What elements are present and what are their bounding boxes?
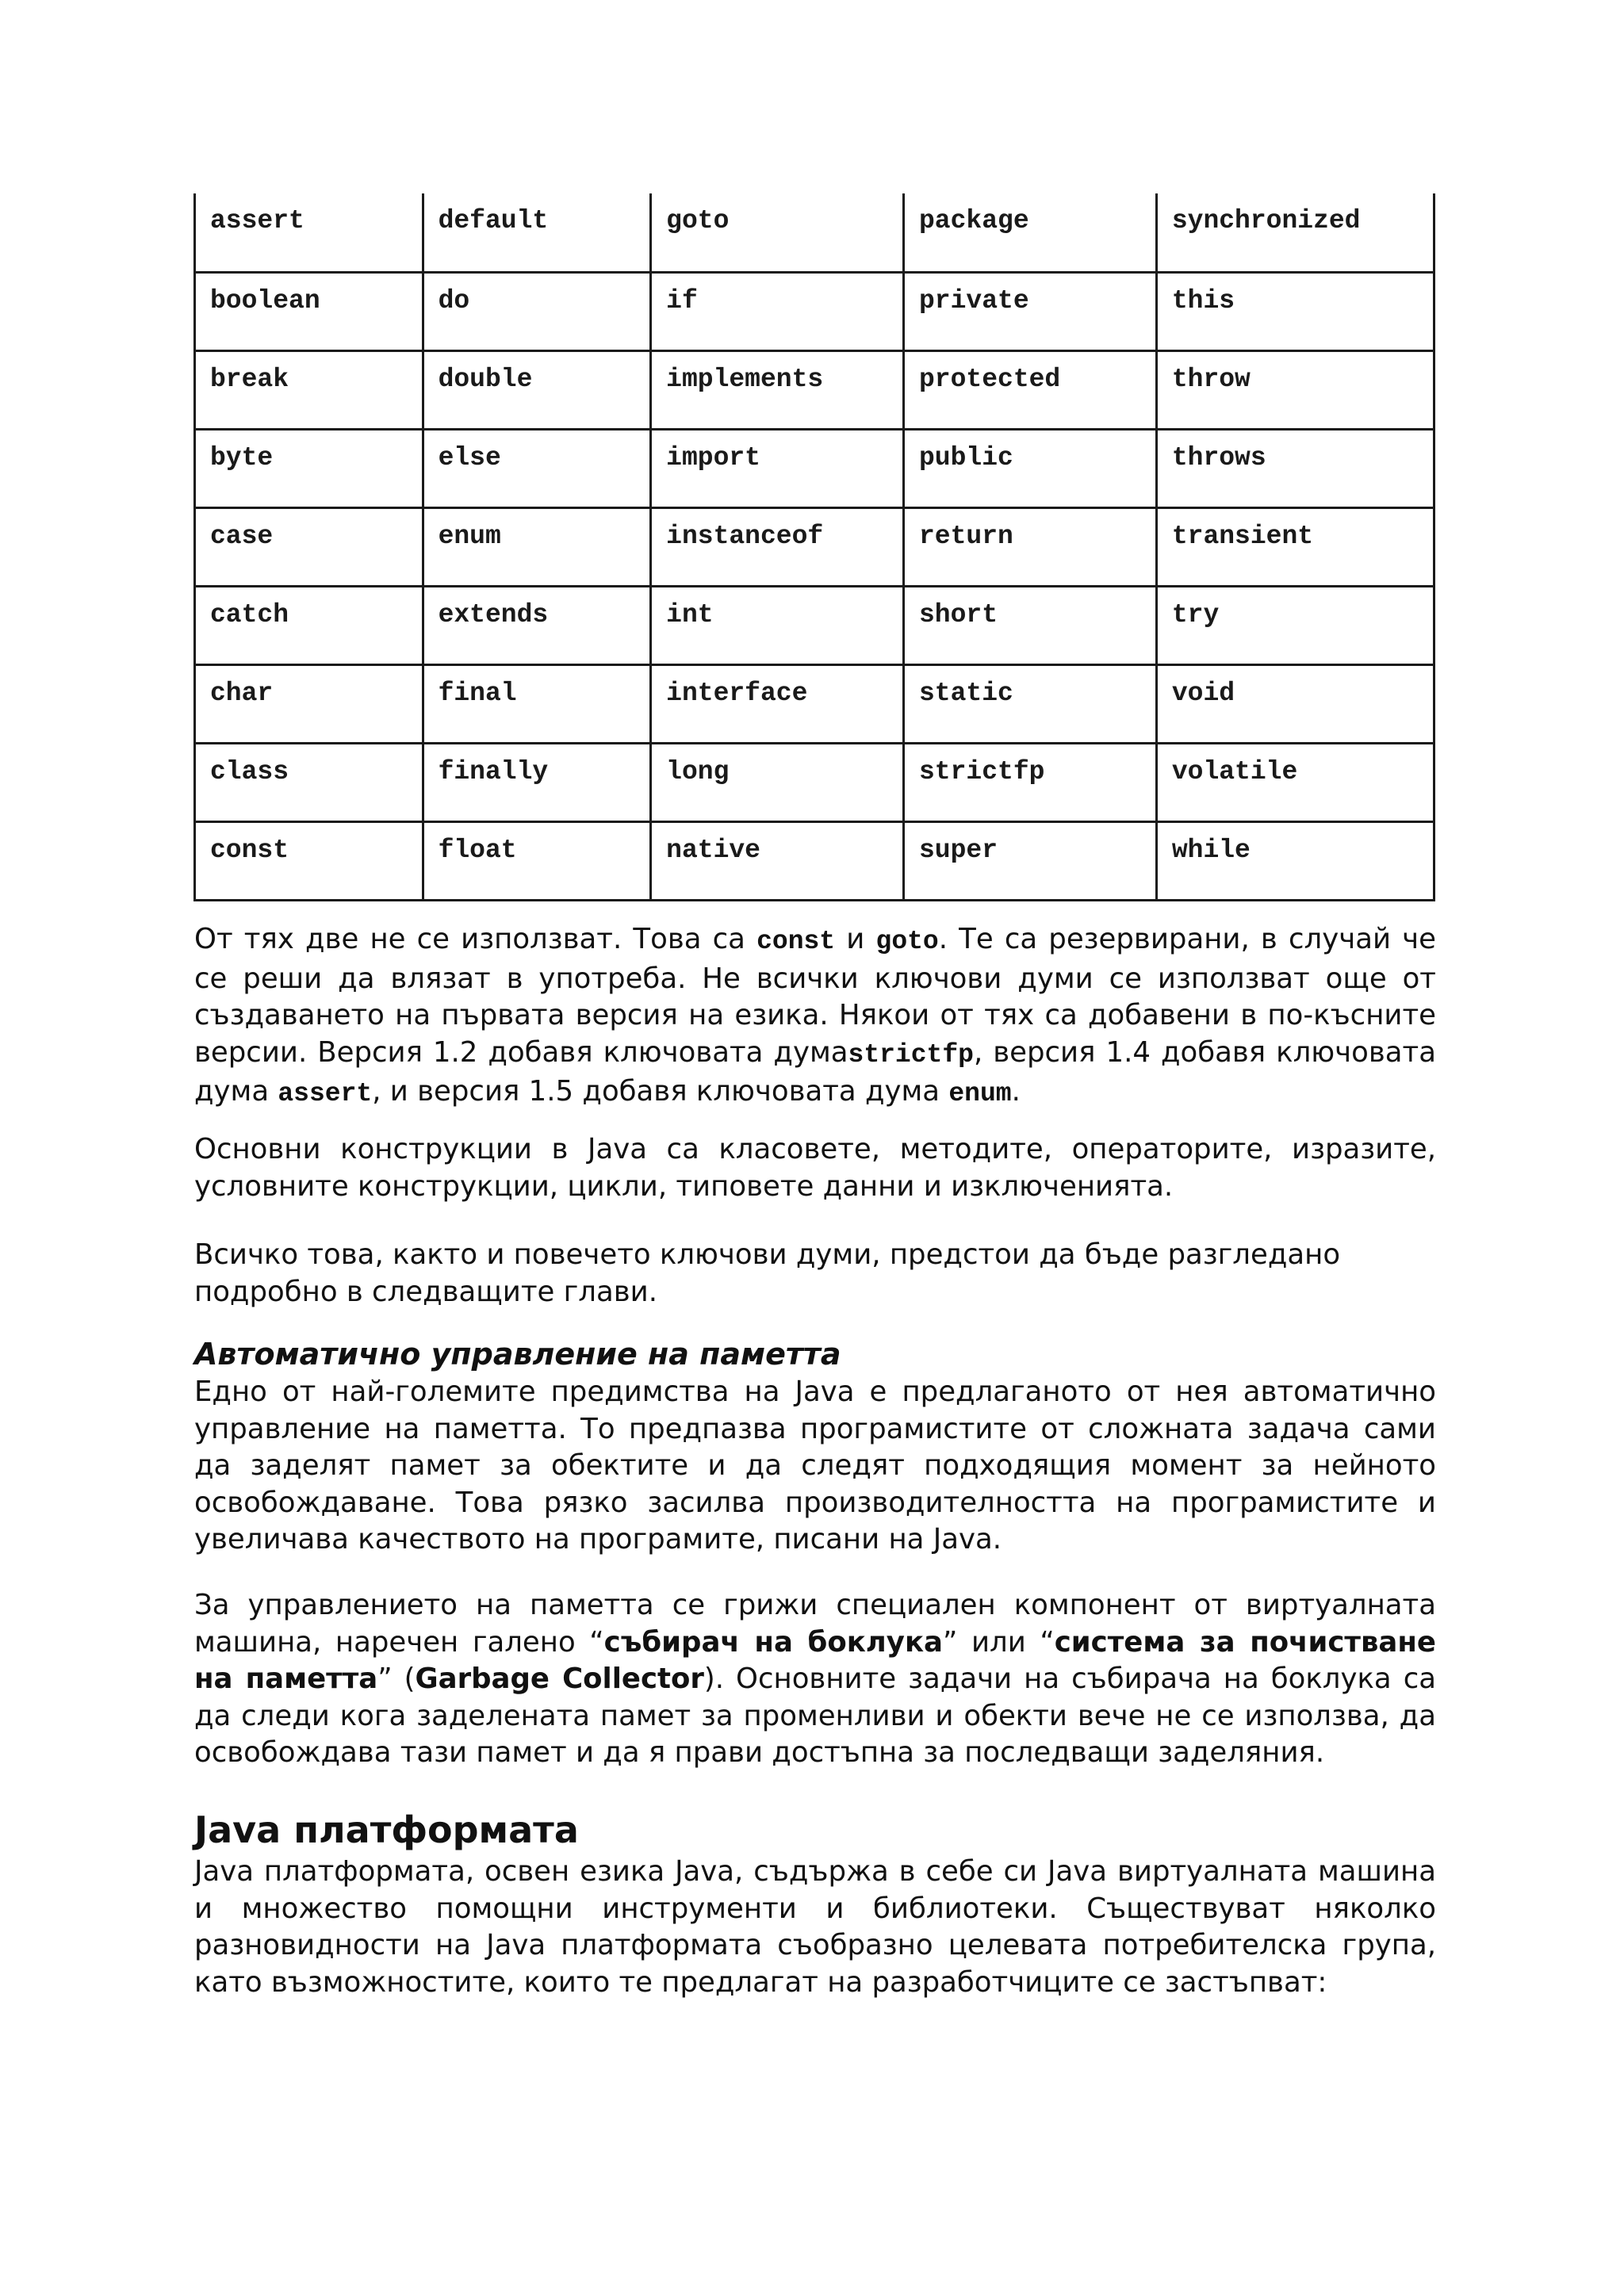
keyword-goto: goto xyxy=(875,927,939,956)
text-block-3 xyxy=(194,1237,1436,1311)
keyword-strictfp: strictfp xyxy=(848,1039,974,1070)
keyword-cell: throw xyxy=(1156,350,1434,429)
keyword-cell: int xyxy=(651,586,904,664)
table-row xyxy=(195,821,1434,900)
keyword-cell: byte xyxy=(195,429,423,507)
keyword-cell: while xyxy=(1156,821,1434,900)
keyword-cell: volatile xyxy=(1156,743,1434,821)
keyword-enum: enum xyxy=(948,1079,1012,1108)
keyword-cell: break xyxy=(195,350,423,429)
keyword-cell: enum xyxy=(423,507,651,586)
text-block-1 xyxy=(194,921,1436,1113)
table-row xyxy=(195,743,1434,821)
keyword-cell: default xyxy=(423,193,651,272)
term-garbage-collector-bg: събирач на боклука xyxy=(603,1625,943,1659)
keywords-note-paragraph: От тях две не се използват. Това са const и goto. Те са резервирани, в случай че се реши да влязат в употреба. Не всички ключови думи се използват още от създаването на първата версия на езика. Някои от тях са добавени в по-късните версии. Версия 1.2 добавя ключовата думаstrictfp, версия 1.4 добавя ключовата дума assert, и версия 1.5 добавя ключовата дума enum. xyxy=(194,923,1436,1108)
keyword-cell: final xyxy=(423,664,651,743)
keyword-cell: case xyxy=(195,507,423,586)
keywords-table xyxy=(193,193,1435,901)
keyword-cell: interface xyxy=(651,664,904,743)
keyword-cell: return xyxy=(904,507,1157,586)
keyword-cell: this xyxy=(1156,272,1434,350)
keyword-cell: transient xyxy=(1156,507,1434,586)
platform-paragraph: Java платформата, освен езика Java, съдържа в себе си Java виртуалната машина и множество помощни инструменти и библиотеки. Съществуват няколко разновидности на Java платформата съобразно целевата потребителска група, като възможностите, които те предлагат на разработчиците се застъпват: xyxy=(194,1855,1436,1999)
keyword-cell: private xyxy=(904,272,1157,350)
keyword-cell: boolean xyxy=(195,272,423,350)
keyword-cell: if xyxy=(651,272,904,350)
keyword-cell: throws xyxy=(1156,429,1434,507)
keyword-cell: class xyxy=(195,743,423,821)
keyword-cell: do xyxy=(423,272,651,350)
platform-heading: Java платформата xyxy=(194,1808,579,1851)
memory-paragraph-2: За управлението на паметта се грижи специален компонент от виртуалната машина, наречен галено “събирач на боклука” или “система за почистване на паметта” (Garbage Collector). Основните задачи на събирача на боклука са да следи кога заделената памет за променливи и обекти вече не се използва, да освобождава тази памет и да я прави достъпна за последващи заделяния. xyxy=(194,1589,1436,1769)
memory-heading: Автоматично управление на паметта xyxy=(194,1337,841,1372)
keyword-cell: super xyxy=(904,821,1157,900)
keyword-cell: double xyxy=(423,350,651,429)
keyword-cell: extends xyxy=(423,586,651,664)
table-row xyxy=(195,586,1434,664)
keyword-cell: short xyxy=(904,586,1157,664)
keyword-cell: package xyxy=(904,193,1157,272)
text-block-2 xyxy=(194,1131,1436,1205)
table-row xyxy=(195,664,1434,743)
upcoming-paragraph: Всичко това, както и повечето ключови думи, предстои да бъде разгледано подробно в следващите глави. xyxy=(194,1238,1341,1308)
keyword-cell: goto xyxy=(651,193,904,272)
keyword-cell: void xyxy=(1156,664,1434,743)
term-memory-cleanup: система за почистване на паметта xyxy=(194,1625,1436,1695)
platform-section xyxy=(194,1806,1436,2001)
keyword-cell: finally xyxy=(423,743,651,821)
keyword-cell: strictfp xyxy=(904,743,1157,821)
table-row xyxy=(195,429,1434,507)
keyword-cell: instanceof xyxy=(651,507,904,586)
keyword-cell: static xyxy=(904,664,1157,743)
gc-section xyxy=(194,1587,1436,1772)
keyword-assert: assert xyxy=(278,1079,373,1108)
memory-section xyxy=(194,1334,1436,1559)
keyword-cell: synchronized xyxy=(1156,193,1434,272)
table-row xyxy=(195,193,1434,272)
keyword-cell: else xyxy=(423,429,651,507)
keyword-cell: try xyxy=(1156,586,1434,664)
keyword-cell: catch xyxy=(195,586,423,664)
keyword-cell: import xyxy=(651,429,904,507)
keyword-cell: char xyxy=(195,664,423,743)
keyword-cell: long xyxy=(651,743,904,821)
keyword-cell: float xyxy=(423,821,651,900)
table-row xyxy=(195,350,1434,429)
keyword-cell: implements xyxy=(651,350,904,429)
memory-paragraph-1: Едно от най-големите предимства на Java е предлаганото от нея автоматично управление на паметта. То предпазва програмистите от сложната задача сами да заделят памет за обектите и да следят подходящия момент за нейното освобождаване. Това рязко засилва производителността на програмистите и увеличава качеството на програмите, писани на Java. xyxy=(194,1376,1436,1556)
term-garbage-collector: Garbage Collector xyxy=(415,1663,704,1695)
keyword-cell: const xyxy=(195,821,423,900)
keyword-cell: public xyxy=(904,429,1157,507)
keyword-const: const xyxy=(756,927,836,956)
keyword-cell: assert xyxy=(195,193,423,272)
keyword-cell: native xyxy=(651,821,904,900)
keyword-cell: protected xyxy=(904,350,1157,429)
table-row xyxy=(195,507,1434,586)
constructs-paragraph: Основни конструкции в Java са класовете, методите, операторите, изразите, условните конструкции, цикли, типовете данни и изключенията. xyxy=(194,1133,1436,1203)
table-row xyxy=(195,272,1434,350)
